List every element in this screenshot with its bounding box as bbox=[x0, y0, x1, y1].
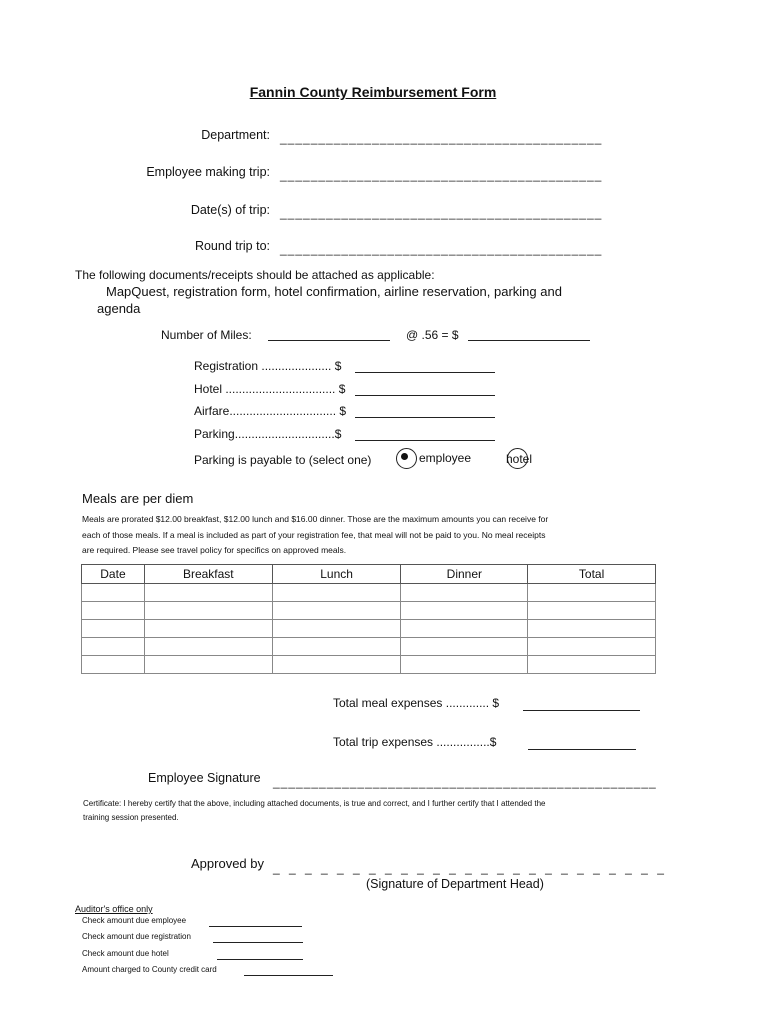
table-cell[interactable] bbox=[82, 638, 145, 656]
radio-hotel-label: hotel bbox=[506, 452, 533, 466]
col-total: Total bbox=[528, 565, 656, 584]
auditor-registration-field[interactable] bbox=[213, 933, 303, 943]
employee-signature-field[interactable]: __________________________________________________ bbox=[273, 775, 657, 789]
approval-caption: (Signature of Department Head) bbox=[366, 877, 544, 891]
approved-by-label: Approved by bbox=[191, 856, 264, 871]
table-cell[interactable] bbox=[528, 602, 656, 620]
registration-label: Registration ..................... $ bbox=[194, 359, 342, 373]
col-lunch: Lunch bbox=[272, 565, 401, 584]
table-cell[interactable] bbox=[82, 602, 145, 620]
airfare-label: Airfare................................ $ bbox=[194, 404, 347, 418]
certificate-text-2: training session presented. bbox=[83, 813, 179, 822]
employee-signature-label: Employee Signature bbox=[148, 771, 261, 785]
mileage-amount-field[interactable] bbox=[468, 328, 590, 341]
table-row bbox=[82, 656, 656, 674]
table-cell[interactable] bbox=[401, 602, 528, 620]
radio-employee-label: employee bbox=[419, 451, 472, 465]
table-cell[interactable] bbox=[401, 638, 528, 656]
miles-label: Number of Miles: bbox=[161, 328, 252, 342]
dates-label: Date(s) of trip: bbox=[190, 203, 270, 217]
table-cell[interactable] bbox=[144, 620, 272, 638]
meals-note-3: are required. Please see travel policy for specifics on approved meals. bbox=[82, 545, 347, 555]
table-cell[interactable] bbox=[528, 656, 656, 674]
documents-list: MapQuest, registration form, hotel confirmation, airline reservation, parking and bbox=[106, 284, 562, 299]
form-title: Fannin County Reimbursement Form bbox=[249, 84, 497, 100]
round-trip-label: Round trip to: bbox=[194, 239, 270, 253]
table-cell[interactable] bbox=[401, 620, 528, 638]
auditor-employee-label: Check amount due employee bbox=[82, 916, 187, 925]
table-cell[interactable] bbox=[82, 620, 145, 638]
hotel-label: Hotel ................................. $ bbox=[194, 382, 346, 396]
table-cell[interactable] bbox=[401, 584, 528, 602]
table-row bbox=[82, 602, 656, 620]
radio-employee[interactable] bbox=[396, 448, 417, 469]
table-cell[interactable] bbox=[144, 602, 272, 620]
auditor-registration-label: Check amount due registration bbox=[82, 932, 191, 941]
table-row bbox=[82, 638, 656, 656]
auditor-credit-field[interactable] bbox=[244, 966, 333, 976]
table-cell[interactable] bbox=[272, 584, 401, 602]
parking-label: Parking..............................$ bbox=[194, 427, 342, 441]
total-trip-label: Total trip expenses ................$ bbox=[333, 735, 497, 749]
hotel-field[interactable] bbox=[355, 383, 495, 396]
table-cell[interactable] bbox=[272, 656, 401, 674]
table-cell[interactable] bbox=[528, 620, 656, 638]
col-dinner: Dinner bbox=[401, 565, 528, 584]
table-cell[interactable] bbox=[272, 638, 401, 656]
total-trip-field[interactable] bbox=[528, 737, 636, 750]
col-date: Date bbox=[82, 565, 145, 584]
dates-field[interactable]: __________________________________________ bbox=[280, 206, 603, 220]
approved-by-field[interactable]: _ _ _ _ _ _ _ _ _ _ _ _ _ _ _ _ _ _ _ _ _ _ _ _ _ bbox=[273, 861, 667, 875]
employee-field[interactable]: __________________________________________ bbox=[280, 168, 603, 182]
table-cell[interactable] bbox=[272, 620, 401, 638]
parking-field[interactable] bbox=[355, 428, 495, 441]
miles-field[interactable] bbox=[268, 328, 390, 341]
auditor-employee-field[interactable] bbox=[209, 917, 302, 927]
documents-list-cont: agenda bbox=[97, 301, 141, 316]
table-cell[interactable] bbox=[144, 656, 272, 674]
meals-note-2: each of those meals. If a meal is included as part of your registration fee, that meal will not be paid to you. No meal receipts bbox=[82, 530, 546, 540]
total-meal-field[interactable] bbox=[523, 698, 640, 711]
table-cell[interactable] bbox=[82, 584, 145, 602]
col-breakfast: Breakfast bbox=[144, 565, 272, 584]
table-cell[interactable] bbox=[528, 584, 656, 602]
table-row bbox=[82, 584, 656, 602]
auditor-credit-label: Amount charged to County credit card bbox=[82, 965, 217, 974]
table-cell[interactable] bbox=[82, 656, 145, 674]
table-cell[interactable] bbox=[144, 638, 272, 656]
certificate-text-1: Certificate: I hereby certify that the above, including attached documents, is true and correct, and I further certify that I attended the bbox=[83, 799, 546, 808]
registration-field[interactable] bbox=[355, 360, 495, 373]
table-cell[interactable] bbox=[144, 584, 272, 602]
parking-payable-label: Parking is payable to (select one) bbox=[194, 453, 372, 467]
auditor-hotel-field[interactable] bbox=[217, 950, 303, 960]
auditor-hotel-label: Check amount due hotel bbox=[82, 949, 169, 958]
airfare-field[interactable] bbox=[355, 405, 495, 418]
round-trip-field[interactable]: __________________________________________ bbox=[280, 242, 603, 256]
mileage-rate: @ .56 = $ bbox=[406, 328, 459, 342]
department-field[interactable]: __________________________________________ bbox=[280, 131, 603, 145]
auditor-heading: Auditor's office only bbox=[75, 904, 153, 914]
meals-table bbox=[81, 564, 656, 674]
table-cell[interactable] bbox=[272, 602, 401, 620]
meals-heading: Meals are per diem bbox=[82, 491, 194, 506]
table-cell[interactable] bbox=[401, 656, 528, 674]
department-label: Department: bbox=[201, 128, 270, 142]
total-meal-label: Total meal expenses ............. $ bbox=[333, 696, 500, 710]
employee-label: Employee making trip: bbox=[146, 165, 270, 179]
table-cell[interactable] bbox=[528, 638, 656, 656]
table-row bbox=[82, 620, 656, 638]
meals-note-1: Meals are prorated $12.00 breakfast, $12.00 lunch and $16.00 dinner. Those are the maximum amounts you can receive for bbox=[82, 514, 549, 524]
documents-intro: The following documents/receipts should be attached as applicable: bbox=[75, 268, 435, 282]
